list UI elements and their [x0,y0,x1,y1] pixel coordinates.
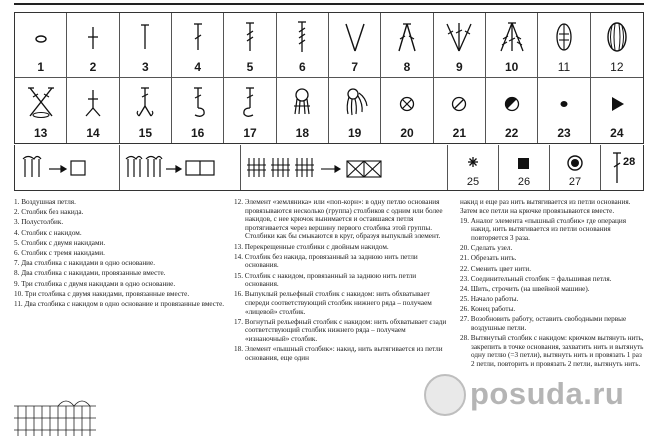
loop-stitch-icon [338,84,372,120]
watermark-logo-icon [424,374,466,416]
symbol-cell-20 [381,78,433,143]
legend-item: 14. Столбик без накида, провязанный за заднюю нить петли основания. [234,252,418,270]
three-tr-joined-icon [495,19,529,55]
symbol-number: 27 [568,176,582,188]
symbol-number: 5 [246,60,254,74]
group-to-square-icon [15,149,119,189]
back-post-dc-icon [233,84,267,120]
two-dc-one-base-icon [338,19,372,55]
symbol-number: 13 [33,126,48,140]
symbol-cell-12 [591,13,643,78]
end-work-icon [499,149,549,179]
symbol-number: 20 [400,126,414,140]
symbol-cell-14 [67,78,119,143]
sew-icon [600,84,634,120]
symbol-number: 8 [403,60,411,74]
symbol-number: 14 [86,126,100,140]
symbol-number: 11 [557,60,571,74]
legend-item: 9. Три столбика с двумя накидами в одно основание. [14,279,176,288]
symbol-cell-11 [538,13,590,78]
legend-column-3 [460,198,644,370]
symbol-number: 10 [504,60,519,74]
legend-item: 27. Возобновить работу, оставить свободными первые воздушные петли. [460,315,627,333]
single-crochet-icon [76,19,110,55]
symbol-cell-6 [277,13,329,78]
symbol-number: 28 [623,156,636,168]
symbol-cell-3 [120,13,172,78]
change-thread-icon [495,84,529,120]
symbol-cell-13 [15,78,67,143]
symbol-cell-group-to-double-square [120,145,241,190]
puff-stitch-icon [285,84,319,120]
symbol-cell-15 [120,78,172,143]
symbol-cell-9 [434,13,486,78]
cut-thread-icon [442,84,476,120]
symbol-number: 3 [141,60,149,74]
crossed-stitches-icon [24,84,58,120]
symbol-number: 22 [504,126,519,140]
legend-item: 7. Два столбика с накидами в одно основание. [14,259,156,268]
symbol-cell-28 [601,145,643,190]
legend-item: 1. Воздушная петля. [14,198,76,206]
treble-crochet-icon [233,19,267,55]
symbol-cell-26 [499,145,550,190]
symbol-number: 6 [298,60,306,74]
symbol-number: 7 [351,60,358,74]
three-dc-one-base-icon [442,19,476,55]
legend-column-2 [234,198,448,364]
symbol-number: 4 [194,60,201,74]
legend-column-1 [14,198,226,310]
group-to-double-square-icon [120,149,240,189]
symbol-number: 21 [452,126,466,140]
legend-item: 6. Столбик с тремя накидами. [14,248,105,257]
symbol-cell-19 [329,78,381,143]
symbol-cell-5 [224,13,276,78]
double-treble-crochet-icon [285,19,319,55]
watermark-text: posuda.ru [470,376,625,411]
legend-item: 22. Сменить цвет нити. [460,264,532,273]
symbol-row-3 [14,145,644,191]
legend-item: 5. Столбик с двумя накидами. [14,238,106,247]
symbol-number: 9 [455,60,463,74]
symbol-cell-18 [277,78,329,143]
resume-work-icon [550,149,600,179]
legend-item: 24. Шить, строчить (на швейной машине). [460,284,590,293]
symbol-number: 1 [37,60,44,74]
start-work-icon [448,149,498,179]
legend-item: 26. Конец работы. [460,305,516,314]
legend-item: 17. Вогнутый рельефный столбик с накидом: нить обхватывает сзади соответствующий столбик нижнего ряда – получаем «изнаночный» столбик. [234,317,447,343]
symbol-cell-4 [172,13,224,78]
legend-item: 25. Начало работы. [460,295,519,304]
legend-item: 2. Столбик без накида. [14,208,84,217]
legend-item: 4. Столбик с накидом. [14,228,82,237]
symbol-number: 24 [610,126,624,140]
symbol-cell-7 [329,13,381,78]
symbol-cell-group-to-crossed-squares [241,145,448,190]
popcorn-stitch-icon [600,19,634,55]
legend-item: 19. Аналог элемента «пышный столбик» где операция накид, нить вытягивается из петли основания повторяется 3 раза. [460,216,627,242]
symbol-number: 19 [347,126,362,140]
chain-stitch-icon [24,19,58,55]
symbol-number: 2 [89,60,97,74]
legend-item: 16. Выпуклый рельефный столбик с накидом: нить обхватывает спереди соответствующий столбик нижнего ряда – получаем «лицевой» столбик. [234,290,432,316]
front-post-dc-icon [181,84,215,120]
symbol-cell-23 [538,78,590,143]
symbol-cell-8 [381,13,433,78]
symbol-cell-24 [591,78,643,143]
symbol-number: 26 [517,176,531,188]
group-to-crossed-squares-icon [241,149,447,189]
symbol-number: 18 [295,126,309,140]
extended-dc-icon [601,149,649,189]
symbol-number: 12 [610,60,624,74]
top-rule [14,3,644,5]
symbol-cell-27 [550,145,601,190]
symbol-cell-group-to-square [15,145,120,190]
symbol-number: 16 [190,126,205,140]
symbol-number: 17 [243,126,257,140]
legend-item: 12. Элемент «земляника» или «поп-корн»: в одну петлю основания провязываются несколько (группа) столбиков с одним или более накидов, с нее крючок вынимается и оставшаяся петля протягивается через вершину первого столбика этой группы. Столбики как бы смыкаются в круг, образуя выпуклый элемент. [234,198,443,241]
symbol-number: 25 [466,176,480,188]
legend-item: 13. Перекрещенные столбики с двойным накидом. [234,242,389,251]
symbol-cell-10 [486,13,538,78]
symbol-cell-25 [448,145,499,190]
watermark [424,370,652,418]
half-double-crochet-icon [128,19,162,55]
symbol-cell-2 [67,13,119,78]
symbol-cell-21 [434,78,486,143]
legend-item: 10. Три столбика с двумя накидами, провязанные вместе. [14,289,190,298]
symbol-number: 23 [557,126,571,140]
legend-item: 18. Элемент «пышный столбик»: накид, нить вытягивается из петли основания, еще один [234,345,443,362]
symbol-cell-17 [224,78,276,143]
legend-item: 21. Обрезать нить. [460,254,517,263]
legend-item-continued: накид и еще раз нить вытягивается из петли основания. Затем все петли на крючке провязываются вместе. [460,198,631,215]
legend-item: 11. Два столбика с накидом в одно основание и провязанные вместе. [14,299,225,308]
symbol-number: 15 [138,126,152,140]
symbol-cell-22 [486,78,538,143]
dc-cluster-joined-icon [128,84,162,120]
legend-item: 3. Полустолбик. [14,218,64,227]
legend-item: 28. Вытянутый столбик с накидом: крючком вытянуть нить, закрепить в точке основания, захватить нить и вытянуть одну петлю (=3 петли), вытянуть нить и провязать 1 раз 2 петли, повторить и провязать 2 петли, вытянуть нить. [460,334,644,369]
sc-cluster-icon [76,84,110,120]
dc-cluster-icon [547,19,581,55]
slip-stitch-icon [547,84,581,120]
legend-item: 23. Соединительный столбик = фальшивая петля. [460,274,612,283]
legend-item: 15. Столбик с накидом, провязанный за заднюю нить петли основания. [234,271,417,289]
symbol-cell-16 [172,78,224,143]
legend-item: 8. Два столбика с накидами, провязанные вместе. [14,269,166,278]
double-crochet-icon [181,19,215,55]
symbol-grid [14,12,644,144]
crochet-pattern-fragment [14,398,96,436]
symbol-cell-1 [15,13,67,78]
make-knot-icon [390,84,424,120]
two-dc-joined-top-icon [390,19,424,55]
legend-item: 20. Сделать узел. [460,244,513,253]
